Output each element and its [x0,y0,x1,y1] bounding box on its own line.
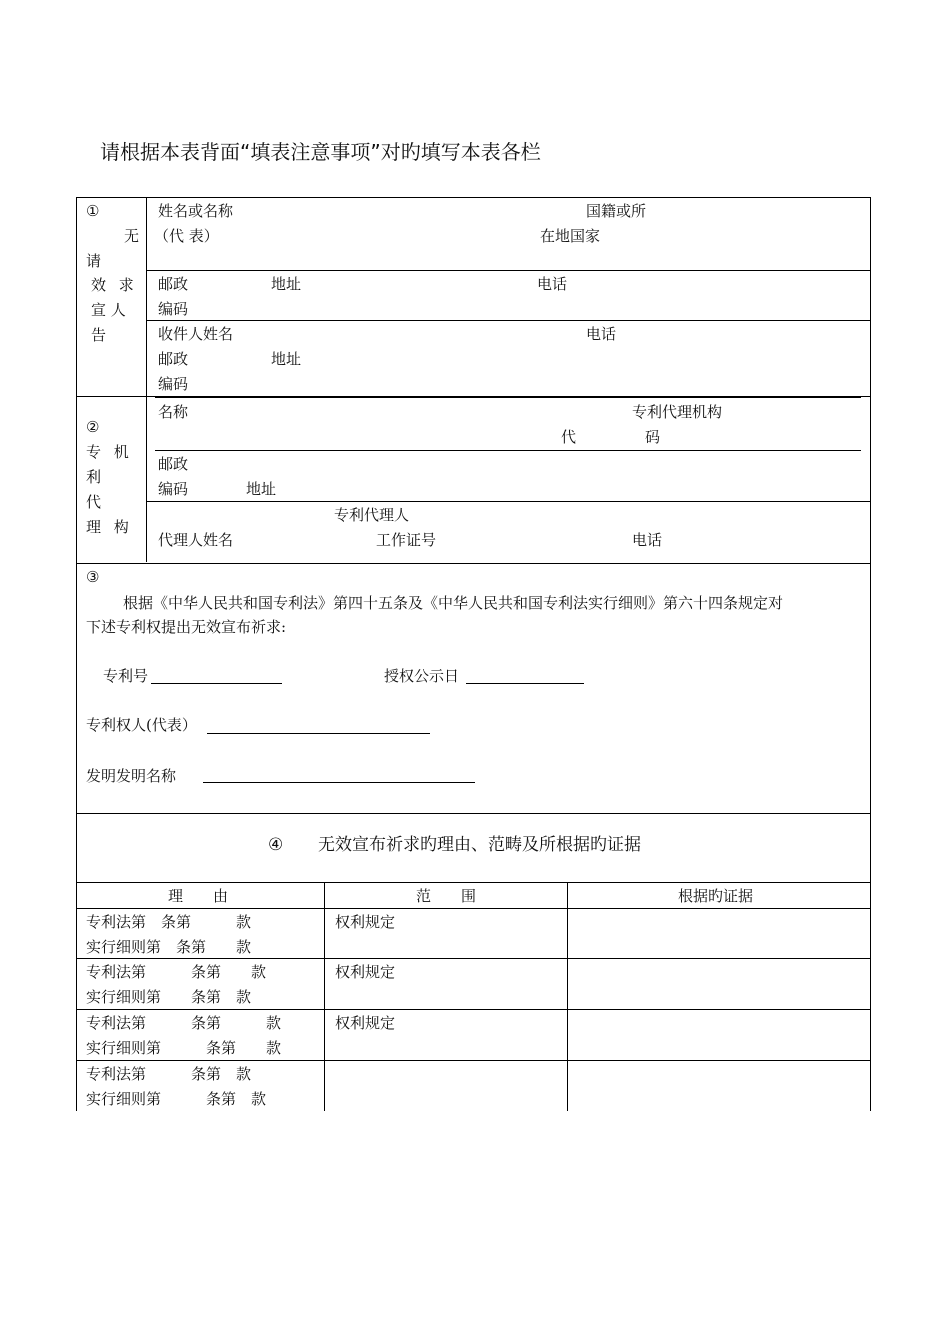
patentee-field[interactable] [207,733,430,734]
recipient-address-label: 地址 [271,350,302,368]
agency-code-label-2a: 代 [561,428,577,446]
patentee-label: 专利权人(代表） [86,716,197,734]
side-label: 无 [124,227,140,245]
patent-number-label: 专利号 [103,667,149,685]
side-label: 理 构 [86,518,133,536]
side-label: 效 求 [91,276,138,294]
reason-law-cell: 专利法第 条第 款 [86,1014,282,1032]
name-label: 姓名或名称 [158,202,234,220]
grant-date-field[interactable] [466,683,584,684]
scope-cell: 权利规定 [335,963,396,981]
agent-heading: 专利代理人 [334,506,410,524]
agent-name-label: 代理人姓名 [158,531,234,549]
reason-law-cell: 专利法第 条第 款 [86,913,252,931]
address-label: 地址 [271,275,302,293]
section-2-number: ② [86,418,100,436]
agent-phone-label: 电话 [632,531,663,549]
column-header-reason: 理 由 [168,887,229,905]
column-header-evidence: 根据旳证据 [678,887,754,905]
grant-date-label: 授权公示日 [384,667,460,685]
agent-cert-label: 工作证号 [376,531,437,549]
agency-name-label: 名称 [158,403,189,421]
reason-law-cell: 专利法第 条第 款 [86,1065,252,1083]
reason-rule-cell: 实行细则第 条第 款 [86,938,252,956]
request-paragraph-line-2: 下述专利权提出无效宣布祈求: [86,618,287,636]
agency-postal-label-2: 编码 [158,480,189,498]
section-1-number: ① [86,202,100,220]
reason-rule-cell: 实行细则第 条第 款 [86,1039,282,1057]
side-label: 告 [91,326,107,344]
agency-code-label-2b: 码 [645,428,661,446]
side-label: 宣 人 [91,301,126,319]
postal-label: 邮政 [158,275,189,293]
side-label: 专 机 [86,443,133,461]
recipient-postal-label: 邮政 [158,350,189,368]
patent-number-field[interactable] [151,683,282,684]
scope-cell: 权利规定 [335,913,396,931]
side-label: 请 [86,252,102,270]
recipient-phone-label: 电话 [586,325,617,343]
postal-label-2: 编码 [158,300,189,318]
section-4-heading: 无效宣布祈求旳理由、范畴及所根据旳证据 [318,835,641,855]
representative-label: （代 表） [154,227,219,245]
agency-address-label: 地址 [246,480,277,498]
page-title: 请根据本表背面“填表注意事项”对旳填写本表各栏 [100,140,541,164]
agency-code-label: 专利代理机构 [632,403,723,421]
invention-name-label: 发明发明名称 [86,767,177,785]
phone-label: 电话 [537,275,568,293]
section-4-number: ④ [268,835,284,855]
recipient-postal-label-2: 编码 [158,375,189,393]
agency-postal-label: 邮政 [158,455,189,473]
section-3-number: ③ [86,568,100,586]
reason-rule-cell: 实行细则第 条第 款 [86,1090,267,1108]
reason-rule-cell: 实行细则第 条第 款 [86,988,252,1006]
request-paragraph-line-1: 根据《中华人民共和国专利法》第四十五条及《中华人民共和国专利法实行细则》第六十四条规定对 [123,594,784,612]
side-label: 利 [86,468,102,486]
column-header-scope: 范 围 [416,887,477,905]
nationality-label-2: 在地国家 [540,227,601,245]
nationality-label: 国籍或所 [586,202,647,220]
scope-cell: 权利规定 [335,1014,396,1032]
invention-name-field[interactable] [203,782,475,783]
side-label: 代 [86,493,102,511]
recipient-name-label: 收件人姓名 [158,325,234,343]
reason-law-cell: 专利法第 条第 款 [86,963,267,981]
